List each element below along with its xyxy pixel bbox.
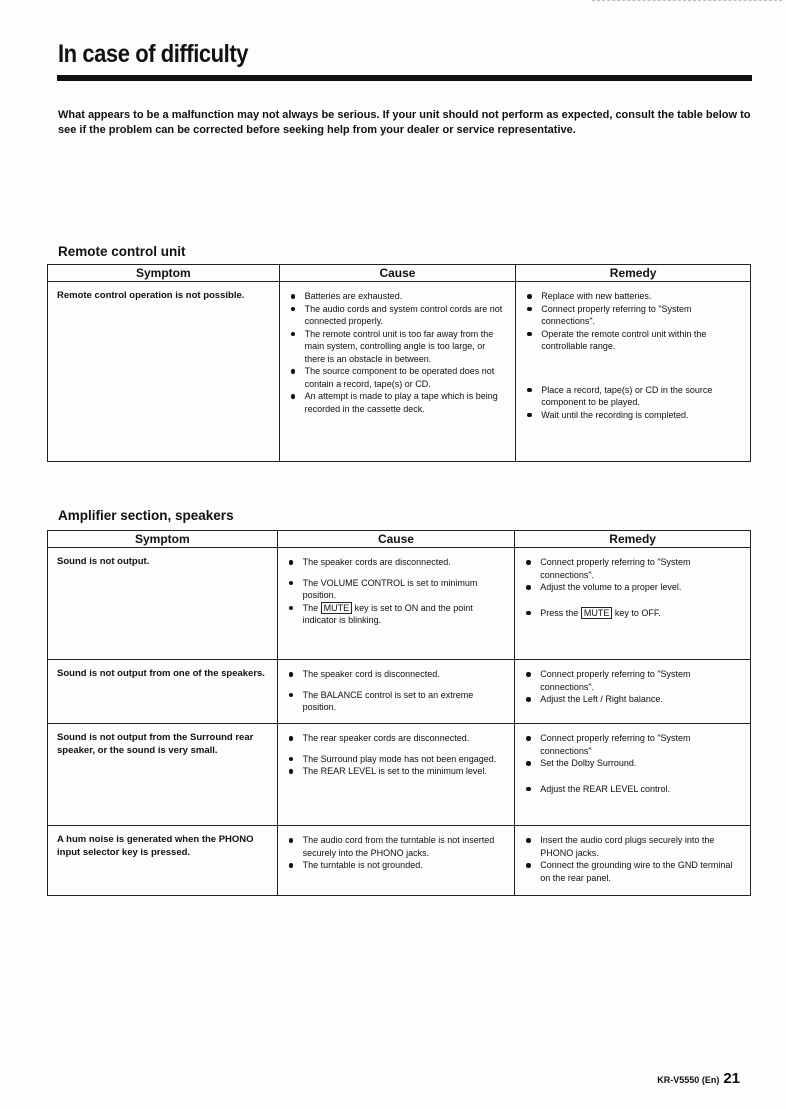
table-row <box>48 548 751 660</box>
cause-item: The source component to be operated does not contain a record, tape(s) or CD. <box>289 365 508 390</box>
cause-item: The speaker cord is disconnected. <box>287 668 507 681</box>
remedy-text: key to OFF. <box>614 607 661 618</box>
remedy-item: Adjust the volume to a proper level. <box>524 581 742 594</box>
header-symptom: Symptom <box>48 531 278 548</box>
symptom-cell: Sound is not output. <box>48 548 278 660</box>
remedy-item <box>524 607 742 620</box>
cause-item: The BALANCE control is set to an extreme position. <box>287 689 507 714</box>
symptom-cell: A hum noise is generated when the PHONO input selector key is pressed. <box>48 826 278 896</box>
remedy-item: Connect properly referring to "System connections". <box>524 556 742 581</box>
table-row <box>48 826 751 896</box>
remedy-item: Operate the remote control unit within the controllable range. <box>525 328 742 353</box>
cause-cell <box>277 660 515 724</box>
cause-item: Batteries are exhausted. <box>289 290 508 303</box>
cause-cell <box>277 724 515 826</box>
remedy-cell <box>515 724 751 826</box>
cause-item: The Surround play mode has not been engaged. <box>287 753 507 766</box>
table-header <box>48 265 751 282</box>
table-row <box>48 660 751 724</box>
table-row <box>48 282 751 462</box>
remedy-cell <box>515 548 751 660</box>
symptom-cell: Sound is not output from the Surround rear speaker, or the sound is very small. <box>48 724 278 826</box>
table-row <box>48 724 751 826</box>
cause-cell <box>277 826 515 896</box>
symptom-cell: Remote control operation is not possible. <box>48 282 280 462</box>
title-rule <box>57 75 752 81</box>
page-number: 21 <box>723 1070 740 1087</box>
page-footer <box>657 1070 740 1087</box>
cause-item: The rear speaker cords are disconnected. <box>287 732 507 745</box>
section-title-remote: Remote control unit <box>58 244 186 259</box>
cause-item: An attempt is made to play a tape which is being recorded in the cassette deck. <box>289 390 508 415</box>
cause-item: The audio cord from the turntable is not inserted securely into the PHONO jacks. <box>287 834 507 859</box>
remedy-item: Insert the audio cord plugs securely into the PHONO jacks. <box>524 834 742 859</box>
amplifier-table <box>47 530 751 896</box>
mute-key-label: MUTE <box>321 602 353 614</box>
remedy-item: Adjust the REAR LEVEL control. <box>524 783 742 796</box>
intro-paragraph: What appears to be a malfunction may not always be serious. If your unit should not perform as expected, consult the table below to see if the problem can be corrected before seeking help from your dealer or service representative. <box>58 109 751 136</box>
cause-cell <box>277 548 515 660</box>
remedy-item: Wait until the recording is completed. <box>525 409 742 422</box>
remedy-cell <box>515 826 751 896</box>
cause-item <box>287 602 507 627</box>
remedy-item: Connect the grounding wire to the GND terminal on the rear panel. <box>524 859 742 884</box>
top-edge-dashes <box>592 0 782 1</box>
remedy-prefix: Press the <box>540 607 579 618</box>
remedy-cell <box>515 660 751 724</box>
cause-item: The audio cords and system control cords are not connected properly. <box>289 303 508 328</box>
cause-item: The turntable is not grounded. <box>287 859 507 872</box>
remedy-cell <box>516 282 751 462</box>
header-remedy: Remedy <box>516 265 751 282</box>
remedy-item: Connect properly referring to "System connections". <box>524 668 742 693</box>
symptom-cell: Sound is not output from one of the speakers. <box>48 660 278 724</box>
header-symptom: Symptom <box>48 265 280 282</box>
remedy-item: Set the Dolby Surround. <box>524 757 742 770</box>
cause-item: The VOLUME CONTROL is set to minimum position. <box>287 577 507 602</box>
remedy-item: Adjust the Left / Right balance. <box>524 693 742 706</box>
cause-prefix: The <box>302 602 319 613</box>
table-header <box>48 531 751 548</box>
remedy-item: Connect properly referring to "System connections". <box>525 303 742 328</box>
remote-table <box>47 264 751 462</box>
page-title: In case of difficulty <box>58 40 249 68</box>
remedy-item: Replace with new batteries. <box>525 290 742 303</box>
header-remedy: Remedy <box>515 531 751 548</box>
mute-key-label: MUTE <box>581 607 613 619</box>
footer-model: KR-V5550 (En) <box>657 1075 720 1085</box>
cause-item: The remote control unit is too far away from the main system, controlling angle is too large, or there is an obstacle in between. <box>289 328 508 366</box>
header-cause: Cause <box>277 531 515 548</box>
remedy-item: Connect properly referring to "System connections" <box>524 732 742 757</box>
cause-cell <box>279 282 516 462</box>
remedy-item: Place a record, tape(s) or CD in the source component to be played. <box>525 384 742 409</box>
cause-text: key is set to ON and the point indicator is blinking. <box>302 602 473 625</box>
cause-item: The REAR LEVEL is set to the minimum level. <box>287 765 507 778</box>
section-title-amplifier: Amplifier section, speakers <box>58 508 234 523</box>
header-cause: Cause <box>279 265 516 282</box>
cause-item: The speaker cords are disconnected. <box>287 556 507 569</box>
